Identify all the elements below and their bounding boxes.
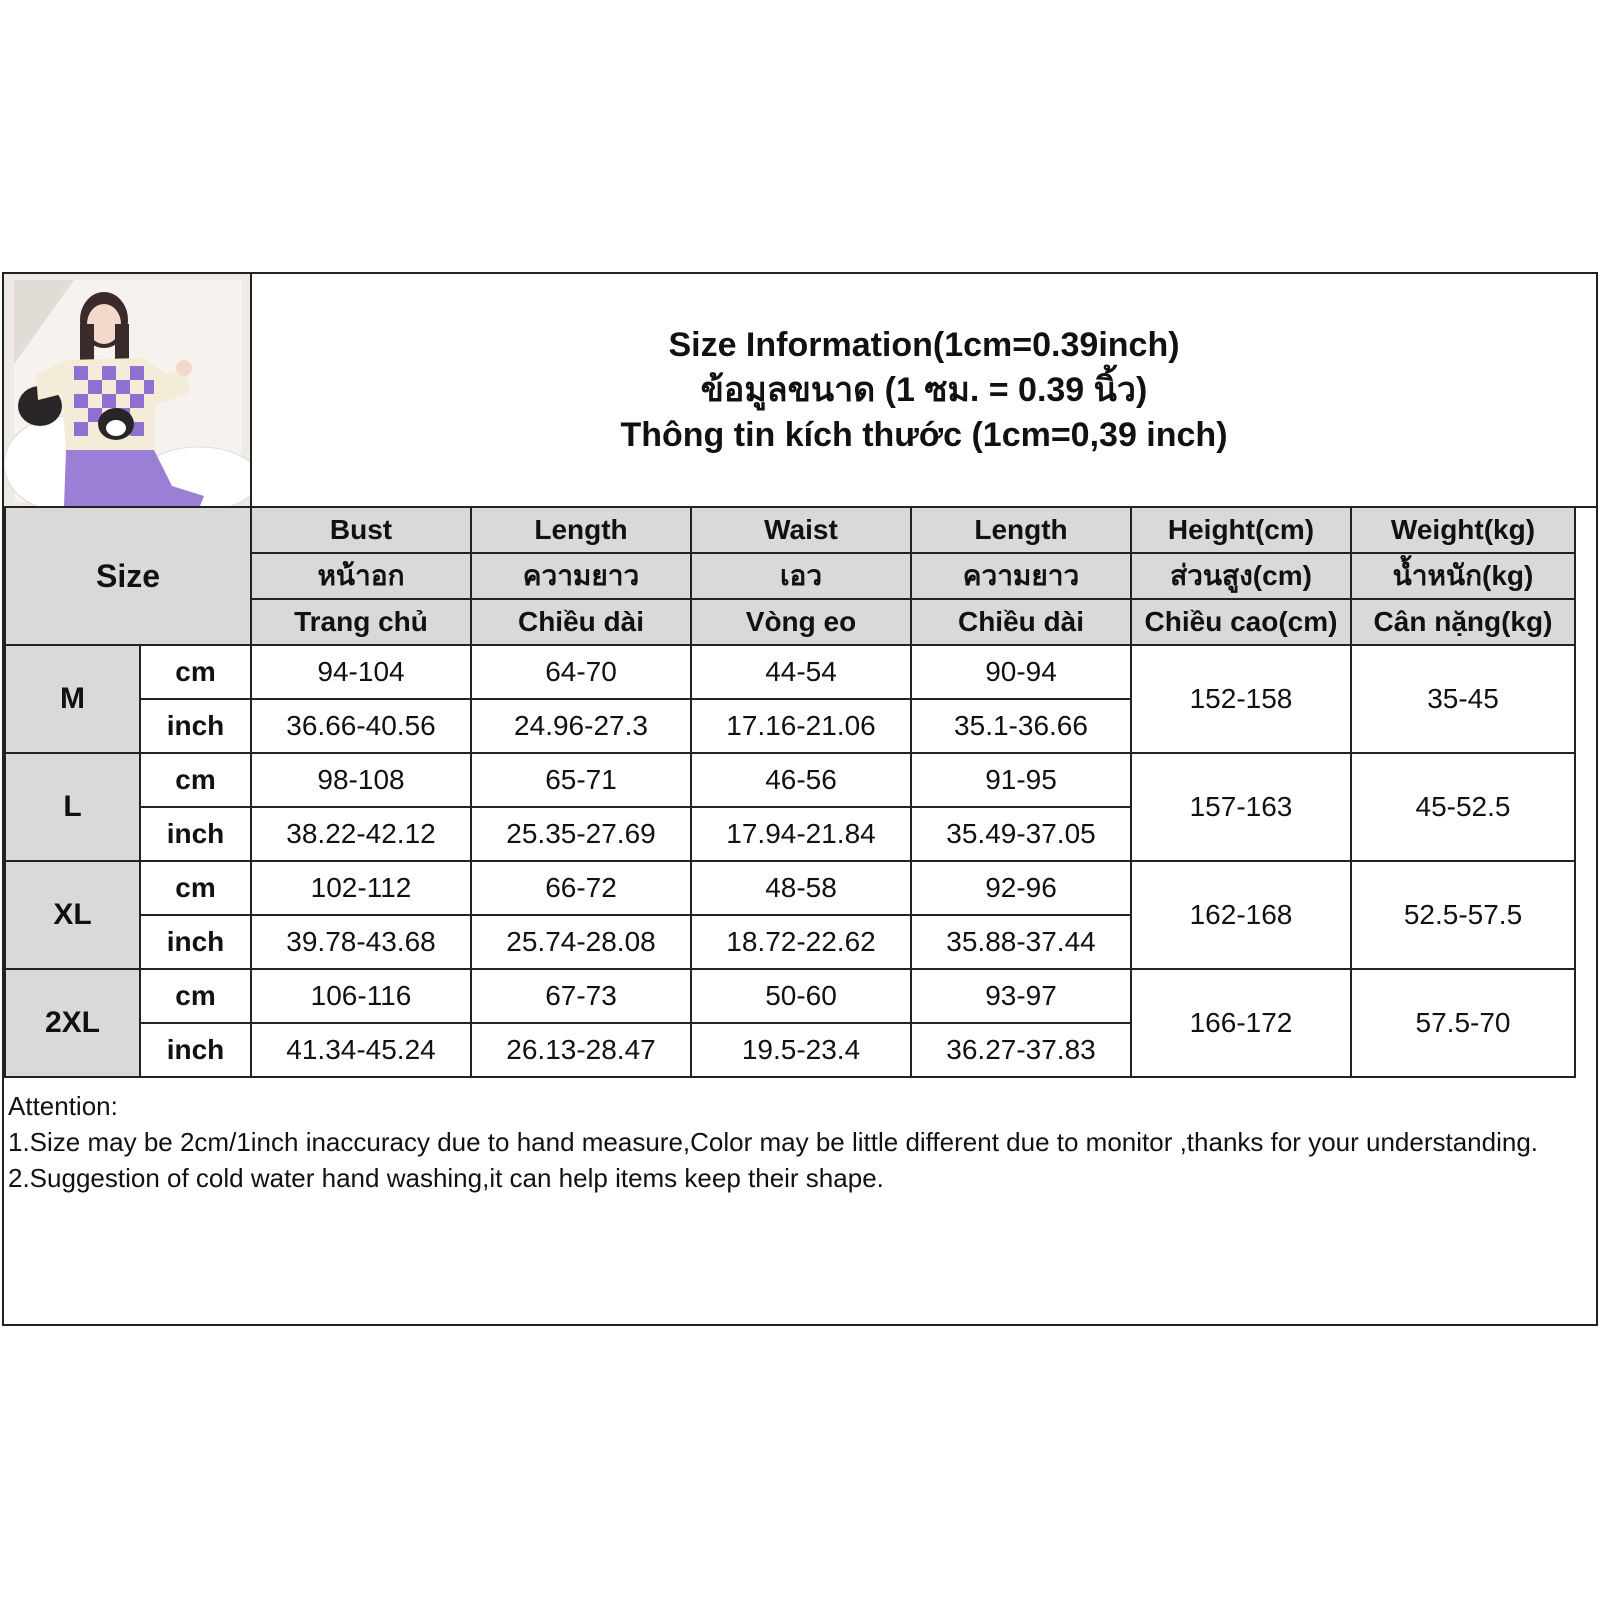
length-inch: 26.13-28.47 — [471, 1023, 691, 1077]
column-header-vi: Chiều cao(cm) — [1131, 599, 1351, 645]
table-row — [5, 645, 1575, 699]
unit-cm: cm — [140, 753, 251, 807]
length-inch: 25.35-27.69 — [471, 807, 691, 861]
title-english: Size Information(1cm=0.39inch) — [668, 325, 1180, 364]
size-label-xl: XL — [5, 861, 140, 969]
height-range: 152-158 — [1131, 645, 1351, 753]
column-header-vi: Trang chủ — [251, 599, 471, 645]
column-header-vi: Chiều dài — [471, 599, 691, 645]
waist-cm: 46-56 — [691, 753, 911, 807]
length-cm: 67-73 — [471, 969, 691, 1023]
unit-cm: cm — [140, 645, 251, 699]
size-label-2xl: 2XL — [5, 969, 140, 1077]
size-label-m: M — [5, 645, 140, 753]
column-header-vi: Cân nặng(kg) — [1351, 599, 1575, 645]
title-vietnamese: Thông tin kích thước (1cm=0,39 inch) — [620, 415, 1228, 454]
waist-inch: 19.5-23.4 — [691, 1023, 911, 1077]
column-header-en: Weight(kg) — [1351, 507, 1575, 553]
weight-range: 52.5-57.5 — [1351, 861, 1575, 969]
size-label-l: L — [5, 753, 140, 861]
column-header-th: น้ำหนัก(kg) — [1351, 553, 1575, 599]
pants-length-inch: 35.88-37.44 — [911, 915, 1131, 969]
column-header-th: ความยาว — [911, 553, 1131, 599]
weight-range: 45-52.5 — [1351, 753, 1575, 861]
column-header-vi: Chiều dài — [911, 599, 1131, 645]
pants-length-cm: 90-94 — [911, 645, 1131, 699]
pants-length-inch: 36.27-37.83 — [911, 1023, 1131, 1077]
title-block — [252, 274, 1596, 508]
size-header: Size — [5, 507, 251, 645]
bust-inch: 41.34-45.24 — [251, 1023, 471, 1077]
bust-inch: 39.78-43.68 — [251, 915, 471, 969]
note-item: 2.Suggestion of cold water hand washing,it can help items keep their shape. — [8, 1163, 884, 1193]
unit-inch: inch — [140, 915, 251, 969]
column-header-th: ส่วนสูง(cm) — [1131, 553, 1351, 599]
weight-range: 35-45 — [1351, 645, 1575, 753]
bust-inch: 36.66-40.56 — [251, 699, 471, 753]
attention-notes — [8, 1088, 1556, 1196]
product-photo-illustration — [4, 274, 250, 506]
pants-length-cm: 93-97 — [911, 969, 1131, 1023]
unit-cm: cm — [140, 861, 251, 915]
column-header-en: Length — [471, 507, 691, 553]
table-row — [5, 753, 1575, 807]
bust-cm: 98-108 — [251, 753, 471, 807]
column-header-en: Length — [911, 507, 1131, 553]
unit-inch: inch — [140, 699, 251, 753]
length-cm: 64-70 — [471, 645, 691, 699]
table-row — [5, 969, 1575, 1023]
height-range: 166-172 — [1131, 969, 1351, 1077]
length-cm: 65-71 — [471, 753, 691, 807]
pants-length-inch: 35.1-36.66 — [911, 699, 1131, 753]
waist-inch: 17.16-21.06 — [691, 699, 911, 753]
column-header-vi: Vòng eo — [691, 599, 911, 645]
column-header-en: Waist — [691, 507, 911, 553]
title-thai: ข้อมูลขนาด (1 ซม. = 0.39 นิ้ว) — [700, 370, 1148, 409]
column-header-th: หน้าอก — [251, 553, 471, 599]
length-cm: 66-72 — [471, 861, 691, 915]
product-photo — [4, 274, 252, 508]
pants-length-inch: 35.49-37.05 — [911, 807, 1131, 861]
bust-inch: 38.22-42.12 — [251, 807, 471, 861]
height-range: 157-163 — [1131, 753, 1351, 861]
unit-inch: inch — [140, 807, 251, 861]
pants-length-cm: 92-96 — [911, 861, 1131, 915]
waist-cm: 48-58 — [691, 861, 911, 915]
length-inch: 25.74-28.08 — [471, 915, 691, 969]
size-table — [4, 506, 1576, 1078]
waist-cm: 44-54 — [691, 645, 911, 699]
size-chart — [2, 272, 1598, 1326]
waist-inch: 18.72-22.62 — [691, 915, 911, 969]
waist-inch: 17.94-21.84 — [691, 807, 911, 861]
column-header-th: เอว — [691, 553, 911, 599]
length-inch: 24.96-27.3 — [471, 699, 691, 753]
column-header-en: Height(cm) — [1131, 507, 1351, 553]
notes-heading: Attention: — [8, 1091, 118, 1121]
weight-range: 57.5-70 — [1351, 969, 1575, 1077]
waist-cm: 50-60 — [691, 969, 911, 1023]
bust-cm: 94-104 — [251, 645, 471, 699]
table-row — [5, 861, 1575, 915]
bust-cm: 106-116 — [251, 969, 471, 1023]
unit-inch: inch — [140, 1023, 251, 1077]
bust-cm: 102-112 — [251, 861, 471, 915]
pants-length-cm: 91-95 — [911, 753, 1131, 807]
unit-cm: cm — [140, 969, 251, 1023]
note-item: 1.Size may be 2cm/1inch inaccuracy due to hand measure,Color may be little different due to monitor ,thanks for your understanding. — [8, 1127, 1539, 1157]
column-header-en: Bust — [251, 507, 471, 553]
column-header-th: ความยาว — [471, 553, 691, 599]
height-range: 162-168 — [1131, 861, 1351, 969]
